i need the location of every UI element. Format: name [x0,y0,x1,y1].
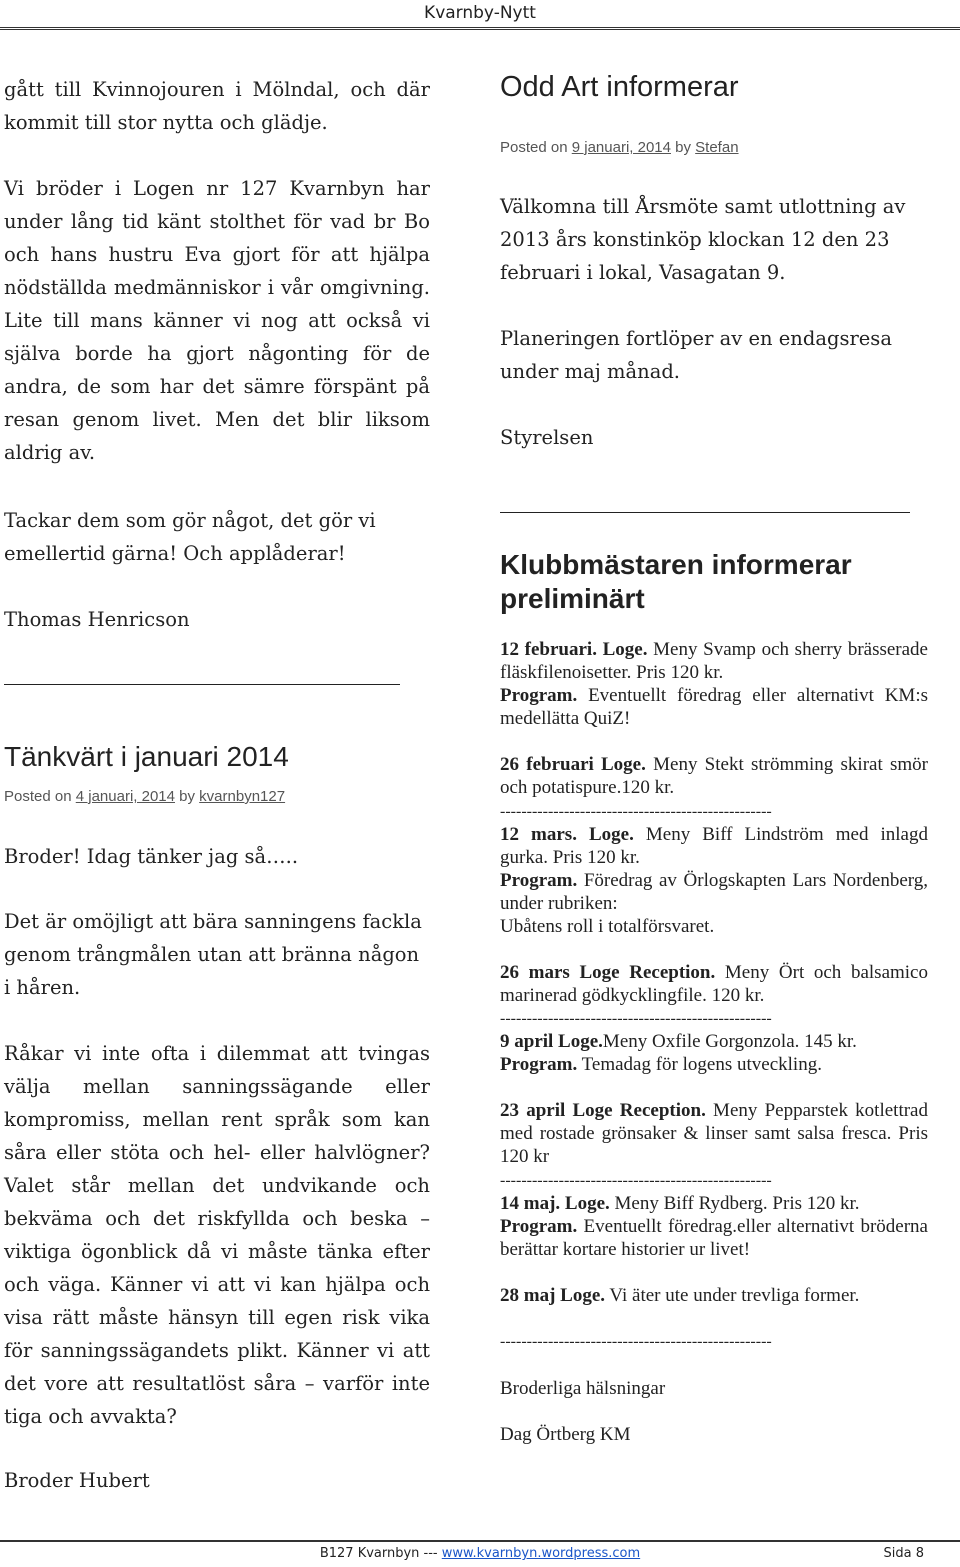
event-date: 28 maj Loge. [500,1285,606,1306]
divider [500,512,910,513]
event-date: 26 mars Loge Reception. [500,962,716,983]
event-date: 9 april Loge. [500,1031,603,1052]
page-number: Sida 8 [883,1546,924,1561]
event-entry: 14 maj. Loge. Meny Biff Rydberg. Pris 120 kr. [500,1193,860,1214]
paragraph: Råkar vi inte ofta i dilemmat att tvingas välja mellan sanningssägande eller kompromiss, mellan rent språk som kan såra eller stöta och hel- eller halvlögner? Valet står mellan det undvikande och bekväma och det riskfyllda och beska – viktiga ögonblick då vi måste tänka efter och väga. Känner vi att vi kan hjälpa och visa rätt måste hänsyn till egen risk vika för sanningssägandets plikt. Känner vi att det vore att resultatlöst såra – varför inte tiga och avvakta? [4,1042,430,1428]
event-entry: 28 maj Loge. Vi äter ute under trevliga former. [500,1285,860,1306]
dashed-separator: --------------------------------------------------- [500,803,772,820]
section-title: Klubbmästaren informerar preliminärt [500,549,852,614]
event-entry: 26 mars Loge Reception. Meny Ört och balsamico marinerad gödkycklingfile. 120 kr. [500,962,928,1006]
event-program: Program. Temadag för logens utveckling. [500,1054,822,1075]
event-date: 26 februari Loge. [500,754,646,775]
website-link[interactable]: www.kvarnbyn.wordpress.com [441,1546,641,1561]
event-program: Program. Eventuellt föredrag.eller alternativt bröderna berättar kortare historier ur livet! [500,1216,928,1260]
post-meta [500,139,928,156]
by-label: by [179,788,195,805]
author-link[interactable]: kvarnbyn127 [199,788,286,805]
signature: Dag Örtberg KM [500,1424,631,1445]
post-meta [4,788,430,805]
article-title: Odd Art informerar [500,71,739,103]
event-entry: 9 april Loge.Meny Oxfile Gorgonzola. 145 kr. [500,1031,857,1052]
program-label: Program. [500,1054,578,1075]
footer-text: B127 Kvarnbyn --- [319,1546,442,1561]
dashed-separator: --------------------------------------------------- [500,1172,772,1189]
paragraph: gått till Kvinnojouren i Mölndal, och där kommit till stor nytta och glädje. [4,78,430,134]
dashed-separator: --------------------------------------------------- [500,1010,772,1027]
greeting: Broderliga hälsningar [500,1378,666,1399]
author-link[interactable]: Stefan [695,139,739,156]
program-label: Program. [500,870,578,891]
event-entry: 12 februari. Loge. Meny Svamp och sherry brässerade fläskfilenoisetter. Pris 120 kr. [500,639,928,683]
paragraph: Välkomna till Årsmöte samt utlottning av 2013 års konstinköp klockan 12 den 23 februari i lokal, Vasagatan 9. [500,195,906,284]
event-entry: 12 mars. Loge. Meny Biff Lindström med inlagd gurka. Pris 120 kr. [500,824,928,868]
event-date: 14 maj. Loge. [500,1193,610,1214]
program-label: Program. [500,685,578,706]
event-program: Program. Föredrag av Örlogskapten Lars Nordenberg, under rubriken: [500,870,928,914]
newsletter-title: Kvarnby-Nytt [0,0,960,30]
signature: Styrelsen [500,426,594,449]
event-date: 12 februari. Loge. [500,639,648,660]
event-entry: 23 april Loge Reception. Meny Pepparstek kotlettrad med rostade grönsaker & linser samt salsa fresca. Pris 120 kr [500,1100,928,1167]
event-program: Program. Eventuellt föredrag eller alternativt KM:s medellätta QuiZ! [500,685,928,729]
event-entry: 26 februari Loge. Meny Stekt strömming skirat smör och potatispure.120 kr. [500,754,928,798]
divider [4,684,400,685]
signature: Thomas Henricson [4,608,190,631]
posted-on-label: Posted on [500,139,568,156]
by-label: by [675,139,691,156]
page-footer [0,1540,960,1567]
paragraph: Vi bröder i Logen nr 127 Kvarnbyn har under lång tid känt stolthet för vad br Bo och hans hustru Eva gjort för att hjälpa nödställda medmänniskor i vår omgivning. Lite till mans känner vi nog att också vi själva borde ha gjort någonting för de andra, de som har det sämre förspänt på resan genom livet. Men det blir liksom aldrig av. [4,177,430,464]
signature: Broder Hubert [4,1469,150,1492]
footer-center [0,1542,960,1566]
paragraph: Planeringen fortlöper av en endagsresa under maj månad. [500,327,892,383]
post-date-link[interactable]: 9 januari, 2014 [571,139,671,156]
event-date: 12 mars. Loge. [500,824,634,845]
dashed-separator: --------------------------------------------------- [500,1333,772,1350]
post-date-link[interactable]: 4 januari, 2014 [75,788,175,805]
paragraph: Broder! Idag tänker jag så….. [4,845,299,868]
posted-on-label: Posted on [4,788,72,805]
paragraph: Tackar dem som gör något, det gör vi emellertid gärna! Och applåderar! [4,509,376,565]
program-label: Program. [500,1216,578,1237]
event-date: 23 april Loge Reception. [500,1100,706,1121]
event-program-line: Ubåtens roll i totalförsvaret. [500,916,715,937]
article-title: Tänkvärt i januari 2014 [4,741,289,772]
paragraph: Det är omöjligt att bära sanningens fackla genom trångmålen utan att bränna någon i håren. [4,910,422,999]
